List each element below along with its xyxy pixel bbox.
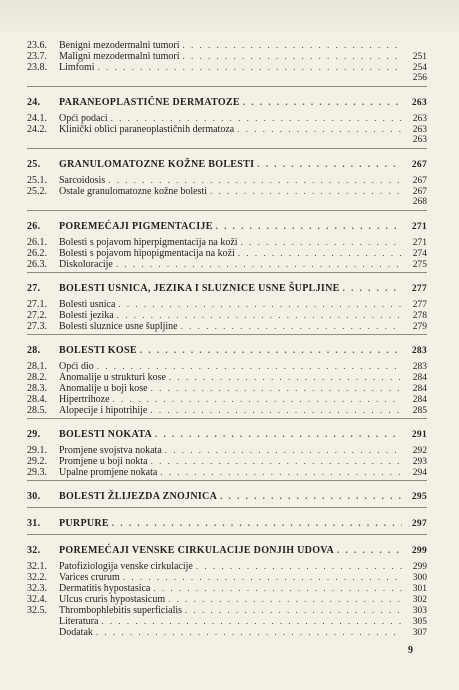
- toc-chapter: [27, 429, 427, 442]
- toc-title: PARANEOPLASTIČNE DERMATOZE: [59, 97, 240, 108]
- toc-leader-dots: [140, 345, 402, 355]
- toc-page: 251: [412, 52, 427, 62]
- toc-number: 28.2.: [27, 372, 47, 383]
- toc-number: 29.3.: [27, 467, 47, 478]
- toc-page: 292: [412, 446, 427, 456]
- toc-number: 28.1.: [27, 361, 47, 372]
- toc-page: 267: [411, 160, 427, 170]
- toc-title: Alopecije i hipotrihije: [59, 405, 148, 416]
- toc-leader-dots: [160, 467, 402, 478]
- toc-title: Klinički oblici paraneoplastičnih dermatoza: [59, 124, 235, 135]
- toc-page: 263: [411, 98, 427, 108]
- toc-title: BOLESTI USNICA, JEZIKA I SLUZNICE USNE ŠUPLJINE: [59, 283, 340, 294]
- toc-entry: [27, 594, 427, 605]
- toc-number: 25.1.: [27, 175, 47, 186]
- table-of-contents: [27, 40, 427, 638]
- toc-title: BOLESTI NOKATA: [59, 429, 153, 440]
- toc-title: POREMEĆAJI PIGMENTACIJE: [59, 221, 213, 232]
- page-number: 9: [408, 645, 413, 656]
- toc-page: 297: [411, 519, 427, 529]
- toc-page: 307: [412, 628, 427, 638]
- toc-leader-dots: [169, 372, 402, 383]
- chapter-divider: [27, 507, 427, 508]
- toc-number: 26.: [27, 221, 41, 232]
- toc-entry: [27, 445, 427, 456]
- toc-entry: [27, 361, 427, 372]
- toc-title: Bolesti usnica: [59, 299, 116, 310]
- toc-leader-dots: [153, 583, 402, 594]
- toc-leader-dots: [257, 159, 402, 169]
- toc-title: Maligni mezodermalni tumori: [59, 51, 180, 62]
- toc-number: 26.1.: [27, 237, 47, 248]
- toc-title: Dermatitis hypostasica: [59, 583, 151, 594]
- toc-number: 23.7.: [27, 51, 47, 62]
- toc-leader-dots: [98, 62, 402, 73]
- toc-entry: [27, 405, 427, 416]
- toc-entry: [27, 51, 427, 62]
- toc-entry: [27, 467, 427, 478]
- chapter-divider: [27, 210, 427, 211]
- toc-number: 32.: [27, 545, 41, 556]
- toc-number: 27.3.: [27, 321, 47, 332]
- toc-page: 274: [412, 249, 427, 259]
- toc-page: 293: [412, 457, 427, 467]
- toc-number: 24.2.: [27, 124, 47, 135]
- toc-page: 279: [412, 322, 427, 332]
- toc-title: Promjene u boji nokta: [59, 456, 148, 467]
- toc-page: 301: [412, 584, 427, 594]
- toc-leader-dots: [237, 124, 402, 135]
- toc-entry: [27, 62, 427, 73]
- toc-entry: [27, 40, 427, 51]
- toc-number: 28.: [27, 345, 41, 356]
- toc-title: Patofiziologija venske cirkulacije: [59, 561, 193, 572]
- toc-page: 284: [412, 373, 427, 383]
- toc-page: 271: [412, 238, 427, 248]
- toc-entry: [27, 383, 427, 394]
- toc-leader-dots: [243, 97, 402, 107]
- toc-leader-dots: [118, 299, 402, 310]
- toc-page: 267: [412, 176, 427, 186]
- toc-chapter: [27, 545, 427, 558]
- toc-chapter: [27, 345, 427, 358]
- toc-leader-dots: [123, 572, 402, 583]
- toc-page: 299: [412, 562, 427, 572]
- toc-title: Promjene svojstva nokata: [59, 445, 162, 456]
- toc-number: 27.2.: [27, 310, 47, 321]
- toc-number: 23.6.: [27, 40, 47, 51]
- toc-leader-dots: [168, 594, 402, 605]
- chapter-divider: [27, 272, 427, 273]
- toc-leader-dots: [196, 561, 402, 572]
- toc-title: Hipertrihoze: [59, 394, 110, 405]
- toc-entry: [27, 394, 427, 405]
- toc-title: Bolesti s pojavom hiperpigmentacija na koži: [59, 237, 238, 248]
- toc-leader-dots: [216, 221, 402, 231]
- toc-leader-dots: [343, 283, 402, 293]
- toc-page: 300: [412, 573, 427, 583]
- toc-page: 267: [412, 187, 427, 197]
- toc-number: 28.3.: [27, 383, 47, 394]
- toc-number: 26.3.: [27, 259, 47, 270]
- toc-leader-dots: [150, 405, 402, 416]
- toc-leader-dots: [96, 627, 402, 638]
- toc-number: 23.8.: [27, 62, 47, 73]
- chapter-divider: [27, 534, 427, 535]
- toc-page: 294: [412, 468, 427, 478]
- toc-entry: [27, 456, 427, 467]
- toc-number: 27.: [27, 283, 41, 294]
- toc-title: Anomalije u boji kose: [59, 383, 148, 394]
- toc-title: BOLESTI KOSE: [59, 345, 137, 356]
- toc-chapter: [27, 283, 427, 296]
- toc-entry: [27, 372, 427, 383]
- toc-number: 32.3.: [27, 583, 47, 594]
- toc-number: 27.1.: [27, 299, 47, 310]
- toc-page: 283: [412, 362, 427, 372]
- toc-title: Ostale granulomatozne kožne bolesti: [59, 186, 208, 197]
- toc-number: 32.2.: [27, 572, 47, 583]
- toc-title: Dodatak: [59, 627, 93, 638]
- toc-title: GRANULOMATOZNE KOŽNE BOLESTI: [59, 159, 255, 170]
- chapter-divider: [27, 418, 427, 419]
- toc-page: 284: [412, 384, 427, 394]
- toc-title: Bolesti s pojavom hipopigmentacija na koži: [59, 248, 235, 259]
- toc-page: 303: [412, 606, 427, 616]
- toc-entry: [27, 583, 427, 594]
- toc-chapter: [27, 159, 427, 172]
- toc-leader-dots: [185, 605, 402, 616]
- toc-extra-page: 256: [412, 73, 427, 83]
- toc-entry: [27, 310, 427, 321]
- toc-title: Opći dio: [59, 361, 94, 372]
- toc-title: Bolesti jezika: [59, 310, 114, 321]
- toc-number: 32.5.: [27, 605, 47, 616]
- toc-page: 285: [412, 406, 427, 416]
- toc-page: 271: [411, 222, 427, 232]
- toc-chapter: [27, 491, 427, 504]
- toc-entry: [27, 616, 427, 627]
- toc-title: Ulcus cruris hypostasicum: [59, 594, 166, 605]
- toc-leader-dots: [337, 545, 402, 555]
- toc-number: 32.4.: [27, 594, 47, 605]
- toc-leader-dots: [108, 175, 402, 186]
- toc-title: Limfomi: [59, 62, 95, 73]
- toc-title: Sarcoidosis: [59, 175, 106, 186]
- toc-number: 30.: [27, 491, 41, 502]
- chapter-divider: [27, 148, 427, 149]
- toc-page: 263: [412, 125, 427, 135]
- toc-number: 32.1.: [27, 561, 47, 572]
- toc-leader-dots: [151, 383, 402, 394]
- toc-entry: [27, 237, 427, 248]
- toc-page: 275: [412, 260, 427, 270]
- toc-title: Opći podaci: [59, 113, 108, 124]
- toc-leader-dots: [238, 248, 402, 259]
- toc-leader-dots: [183, 51, 402, 62]
- toc-title: Varices crurum: [59, 572, 120, 583]
- toc-title: Bolesti sluznice usne šupljine: [59, 321, 178, 332]
- toc-entry: [27, 124, 427, 135]
- toc-number: 24.: [27, 97, 41, 108]
- toc-extra-page: 268: [412, 197, 427, 207]
- toc-leader-dots: [155, 429, 402, 439]
- toc-page: 278: [412, 311, 427, 321]
- toc-entry: [27, 561, 427, 572]
- toc-leader-dots: [220, 491, 402, 501]
- toc-page: 283: [411, 346, 427, 356]
- toc-page: 302: [412, 595, 427, 605]
- toc-leader-dots: [210, 186, 402, 197]
- toc-number: 29.: [27, 429, 41, 440]
- toc-title: Benigni mezodermalni tumori: [59, 40, 180, 51]
- toc-title: Thrombophlebitis superficialis: [59, 605, 183, 616]
- toc-number: 29.1.: [27, 445, 47, 456]
- toc-page: 291: [411, 430, 427, 440]
- toc-number: 29.2.: [27, 456, 47, 467]
- toc-page: 295: [411, 492, 427, 502]
- toc-page: 263: [412, 114, 427, 124]
- toc-leader-dots: [151, 456, 402, 467]
- toc-leader-dots: [241, 237, 402, 248]
- toc-leader-dots: [116, 259, 402, 270]
- toc-leader-dots: [183, 40, 402, 51]
- toc-number: 31.: [27, 518, 41, 529]
- chapter-divider: [27, 334, 427, 335]
- toc-leader-dots: [111, 113, 402, 124]
- toc-title: Diskoloracije: [59, 259, 113, 270]
- toc-page: 284: [412, 395, 427, 405]
- toc-entry: [27, 113, 427, 124]
- toc-extra-page: 263: [412, 135, 427, 145]
- toc-entry: [27, 605, 427, 616]
- toc-number: 28.5.: [27, 405, 47, 416]
- toc-entry: [27, 572, 427, 583]
- toc-number: 28.4.: [27, 394, 47, 405]
- toc-number: 25.: [27, 159, 41, 170]
- toc-page: 277: [411, 284, 427, 294]
- toc-number: 26.2.: [27, 248, 47, 259]
- page-top-shadow: [0, 0, 459, 36]
- toc-leader-dots: [113, 394, 402, 405]
- toc-title: PURPURE: [59, 518, 109, 529]
- chapter-divider: [27, 480, 427, 481]
- chapter-divider: [27, 86, 427, 87]
- toc-leader-dots: [165, 445, 402, 456]
- toc-entry: [27, 299, 427, 310]
- toc-title: BOLESTI ŽLIJEZDA ZNOJNICA: [59, 491, 218, 502]
- toc-leader-dots: [181, 321, 402, 332]
- toc-leader-dots: [101, 616, 402, 627]
- toc-page: 299: [411, 546, 427, 556]
- toc-title: POREMEĆAJI VENSKE CIRKULACIJE DONJIH UDOVA: [59, 545, 335, 556]
- toc-number: 24.1.: [27, 113, 47, 124]
- toc-chapter: [27, 97, 427, 110]
- toc-entry: [27, 175, 427, 186]
- toc-leader-dots: [97, 361, 402, 372]
- toc-chapter: [27, 518, 427, 531]
- toc-entry: [27, 259, 427, 270]
- toc-leader-dots: [112, 518, 402, 528]
- toc-page: 254: [412, 63, 427, 73]
- toc-title: Anomalije u strukturi kose: [59, 372, 166, 383]
- toc-leader-dots: [117, 310, 402, 321]
- toc-entry: [27, 321, 427, 332]
- toc-number: 25.2.: [27, 186, 47, 197]
- toc-page: 305: [412, 617, 427, 627]
- toc-title: Upalne promjene nokata: [59, 467, 158, 478]
- toc-entry: [27, 186, 427, 197]
- toc-chapter: [27, 221, 427, 234]
- toc-entry: [27, 248, 427, 259]
- toc-title: Literatura: [59, 616, 99, 627]
- toc-page: 277: [412, 300, 427, 310]
- toc-entry: [27, 627, 427, 638]
